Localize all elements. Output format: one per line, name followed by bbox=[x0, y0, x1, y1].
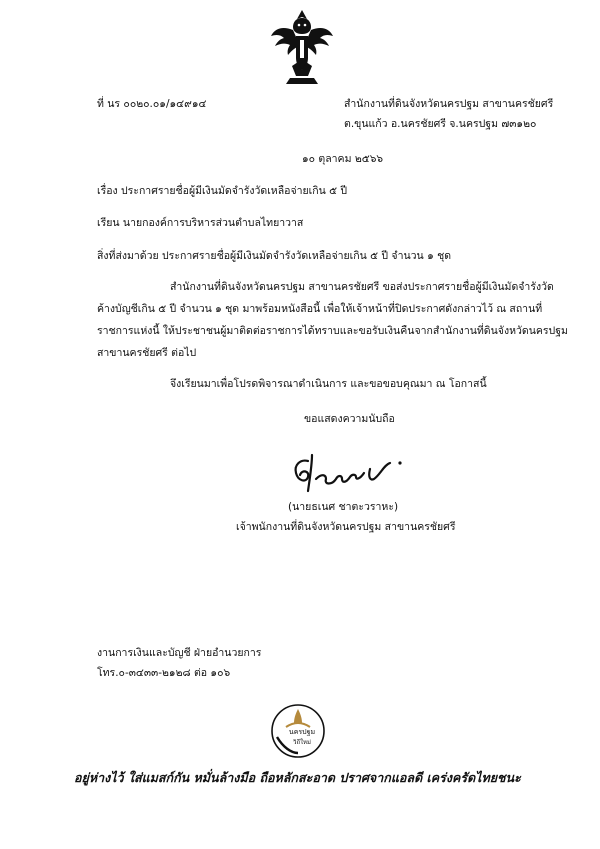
closing-request: จึงเรียนมาเพื่อโปรดพิจารณาดำเนินการ และขอขอบคุณมา ณ โอกาสนี้ bbox=[170, 378, 487, 390]
subject-line: เรื่อง ประกาศรายชื่อผู้มีเงินมัดจำรังวัดเหลือจ่ายเกิน ๕ ปี bbox=[97, 185, 348, 197]
sender-office: สำนักงานที่ดินจังหวัดนครปฐม สาขานครชัยศรี bbox=[344, 98, 554, 110]
recipient-line: เรียน นายกองค์การบริหารส่วนตำบลไทยาวาส bbox=[97, 217, 304, 229]
seal-text-top: นครปฐม bbox=[288, 728, 316, 736]
nakhon-pathom-seal-icon bbox=[268, 701, 328, 761]
letter-date: ๑๐ ตุลาคม ๒๕๖๖ bbox=[302, 153, 384, 165]
reference-number: ที่ นร ๐๐๒๐.๐๑/๑๔๙๑๔ bbox=[97, 98, 207, 110]
complimentary-close: ขอแสดงความนับถือ bbox=[304, 413, 395, 425]
body-line: ราชการแห่งนี้ ให้ประชาชนผู้มาติดต่อราชการได้ทราบและขอรับเงินคืนจากสำนักงานที่ดินจังหวัดนครปฐม bbox=[97, 325, 568, 337]
seal-text-bottom: วิถีใหม่ bbox=[293, 739, 311, 746]
enclosure-line: สิ่งที่ส่งมาด้วย ประกาศรายชื่อผู้มีเงินมัดจำรังวัดเหลือจ่ายเกิน ๕ ปี จำนวน ๑ ชุด bbox=[97, 250, 452, 262]
garuda-emblem-icon bbox=[270, 8, 334, 88]
signer-name: (นายธเนศ ชาตะวราหะ) bbox=[288, 501, 399, 513]
sender-address: ต.ขุนแก้ว อ.นครชัยศรี จ.นครปฐม ๗๓๑๒๐ bbox=[344, 118, 537, 130]
department-line: งานการเงินและบัญชี ฝ่ายอำนวยการ bbox=[97, 647, 262, 659]
body-line: สำนักงานที่ดินจังหวัดนครปฐม สาขานครชัยศรี ขอส่งประกาศรายชื่อผู้มีเงินมัดจำรังวัด bbox=[170, 281, 554, 293]
body-line: สาขานครชัยศรี ต่อไป bbox=[97, 347, 197, 359]
phone-line: โทร.๐-๓๔๓๓-๒๑๒๘ ต่อ ๑๐๖ bbox=[97, 667, 231, 679]
body-line: ค้างบัญชีเกิน ๕ ปี จำนวน ๑ ชุด มาพร้อมหนังสือนี้ เพื่อให้เจ้าหน้าที่ปิดประกาศดังกล่าวไว้ ณ สถานที่ bbox=[97, 303, 543, 315]
signer-title: เจ้าพนักงานที่ดินจังหวัดนครปฐม สาขานครชัยศรี bbox=[236, 521, 456, 533]
campaign-slogan: อยู่ห่างไว้ ใส่แมสก์กัน หมั่นล้างมือ ถือหลักสะอาด ปราศจากแอลดี เคร่งครัดไทยชนะ bbox=[74, 770, 521, 785]
handwritten-signature bbox=[286, 449, 406, 499]
